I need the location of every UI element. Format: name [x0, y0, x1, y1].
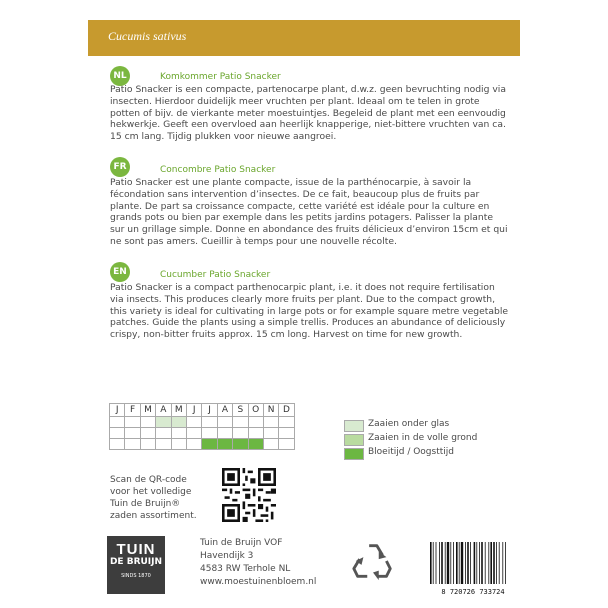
calendar-row-harvest	[110, 439, 295, 450]
qr-caption-line: voor het volledige	[110, 487, 192, 497]
text-en: Patio Snacker is a compact parthenocarpic plant, i.e. it does not require fertilisation via insects. This produces clearly more fruits per plant. Due to the compact growth, this variety is ideal for cultivating in large pots or for example square metre vegetable patches. Guide the plants using a simple trellis. Produces an abundance of deliciously crispy, non-bitter fruits approx. 15 cm long. Harvest on time for new growth.	[110, 282, 509, 341]
calendar-cell	[233, 428, 248, 439]
qr-caption-line: zaden assortiment.	[110, 511, 197, 521]
species-name: Cucumis sativus	[108, 29, 187, 43]
calendar-cell	[125, 417, 140, 428]
barcode-bar	[461, 542, 463, 584]
calendar-cell	[263, 417, 278, 428]
legend-swatch-glass	[344, 420, 364, 432]
barcode-bar	[467, 542, 469, 584]
calendar-cell	[279, 439, 294, 450]
barcode-bar	[490, 542, 492, 584]
text-fr: Patio Snacker est une plante compacte, issue de la parthénocarpie, à savoir la fécondation sans intervention d’insectes. De ce fait, beaucoup plus de fruits par plante. De part sa croissance compacte, cette variété est idéale pour la culture en grands pots ou bien par exemple dans les petits jardins potagers. Palisser la plante sur un grillage simple. Donne en abondance des fruits délicieux d’environ 15cm et qui ne sont pas amers. Cueillir à temps pour une nouvelle récolte.	[110, 177, 508, 247]
calendar-cell	[263, 428, 278, 439]
calendar-cell	[233, 439, 248, 450]
barcode-bar	[447, 542, 449, 584]
barcode-bar	[481, 542, 483, 584]
barcode-bar	[453, 542, 454, 584]
legend-swatch-harvest	[344, 448, 364, 460]
barcode-bar	[476, 542, 477, 584]
calendar-cell	[125, 428, 140, 439]
legend-label-harvest: Bloeitijd / Oogsttijd	[368, 447, 454, 457]
calendar-cell	[171, 428, 186, 439]
barcode-bar	[505, 542, 506, 584]
calendar-cell	[140, 417, 155, 428]
calendar-cell	[186, 417, 201, 428]
barcode-bar	[456, 542, 458, 584]
month-cell: O	[248, 404, 263, 417]
calendar-cell	[125, 439, 140, 450]
calendar-months-row	[110, 404, 295, 417]
title-nl: Komkommer Patio Snacker	[160, 72, 281, 82]
barcode-bar	[433, 542, 434, 584]
calendar-cell	[248, 439, 263, 450]
barcode-bar	[479, 542, 480, 584]
calendar-cell	[171, 439, 186, 450]
sowing-calendar	[109, 403, 295, 450]
calendar-cell	[156, 428, 171, 439]
company-address	[200, 537, 316, 589]
badge-nl: NL	[110, 66, 130, 86]
month-cell: M	[140, 404, 155, 417]
barcode-bar	[439, 542, 440, 584]
month-cell: D	[279, 404, 294, 417]
qr-caption-line: Scan de QR-code	[110, 475, 187, 485]
month-cell: S	[233, 404, 248, 417]
calendar-cell	[110, 428, 125, 439]
barcode-bar	[441, 542, 443, 584]
logo-since: SINDS 1870	[121, 573, 151, 579]
barcode-bar	[436, 542, 437, 584]
barcode-bar	[499, 542, 500, 584]
month-cell: A	[156, 404, 171, 417]
month-cell: J	[186, 404, 201, 417]
recycle-icon	[350, 538, 396, 584]
title-en: Cucumber Patio Snacker	[160, 270, 271, 280]
qr-caption	[110, 474, 197, 522]
barcode-bar	[496, 542, 497, 584]
calendar-cell	[202, 428, 217, 439]
calendar-cell	[156, 439, 171, 450]
calendar-cell	[140, 428, 155, 439]
month-cell: N	[263, 404, 278, 417]
calendar-cell	[186, 439, 201, 450]
calendar-cell	[202, 439, 217, 450]
barcode-bar	[502, 542, 503, 584]
logo-line-1: TUIN	[116, 541, 156, 558]
calendar-cell	[217, 417, 232, 428]
barcode-bar	[488, 542, 489, 584]
barcode-icon	[426, 538, 520, 596]
barcode-bar	[445, 542, 446, 584]
barcode-bar	[470, 542, 471, 584]
barcode-bar	[493, 542, 495, 584]
calendar-row-glass	[110, 417, 295, 428]
month-cell: F	[125, 404, 140, 417]
month-cell: J	[110, 404, 125, 417]
qr-caption-line: Tuin de Bruijn®	[110, 499, 181, 509]
barcode-digits: 8 720726 733724	[441, 588, 505, 596]
legend-swatch-ground	[344, 434, 364, 446]
barcode-bar	[459, 542, 460, 584]
brand-logo	[107, 536, 165, 594]
address-line: Havendijk 3	[200, 551, 254, 561]
text-nl: Patio Snacker is een compacte, partenocarpe plant, d.w.z. geen bevruchting nodig via insecten. Hierdoor duidelijk meer vruchten per plant. Ideaal om te telen in grote potten of bijv. de vierkante meter moestuintjes. Begeleid de plant met een eenvoudig hekwerkje. Geeft een overvloed aan heerlijk knapperige, niet-bittere vruchten van ca. 15 cm lang. Tijdig plukken voor nieuwe aangroei.	[110, 84, 506, 143]
qr-code-icon[interactable]	[222, 468, 276, 522]
calendar-cell	[156, 417, 171, 428]
barcode-bar	[450, 542, 451, 584]
calendar-cell	[248, 428, 263, 439]
calendar-cell	[217, 439, 232, 450]
barcode-bar	[485, 542, 486, 584]
calendar-row-ground	[110, 428, 295, 439]
title-fr: Concombre Patio Snacker	[160, 165, 276, 175]
calendar-cell	[248, 417, 263, 428]
website-link[interactable]: www.moestuinenbloem.nl	[200, 577, 317, 587]
month-cell: A	[217, 404, 232, 417]
calendar-cell	[171, 417, 186, 428]
calendar-cell	[217, 428, 232, 439]
logo-line-2: DE BRUIJN	[109, 557, 163, 567]
barcode-bar	[430, 542, 432, 584]
calendar-cell	[279, 428, 294, 439]
legend-label-ground: Zaaien in de volle grond	[368, 433, 478, 443]
badge-en: EN	[110, 262, 130, 282]
calendar-cell	[110, 439, 125, 450]
badge-fr: FR	[110, 157, 130, 177]
calendar-cell	[233, 417, 248, 428]
month-cell: M	[171, 404, 186, 417]
calendar-cell	[202, 417, 217, 428]
address-line: Tuin de Bruijn VOF	[200, 538, 283, 548]
barcode-bar	[465, 542, 466, 584]
month-cell: J	[202, 404, 217, 417]
calendar-cell	[263, 439, 278, 450]
calendar-cell	[279, 417, 294, 428]
legend-label-glass: Zaaien onder glas	[368, 419, 450, 429]
calendar-cell	[110, 417, 125, 428]
calendar-cell	[186, 428, 201, 439]
address-line: 4583 RW Terhole NL	[200, 564, 291, 574]
barcode-bar	[474, 542, 476, 584]
calendar-cell	[140, 439, 155, 450]
